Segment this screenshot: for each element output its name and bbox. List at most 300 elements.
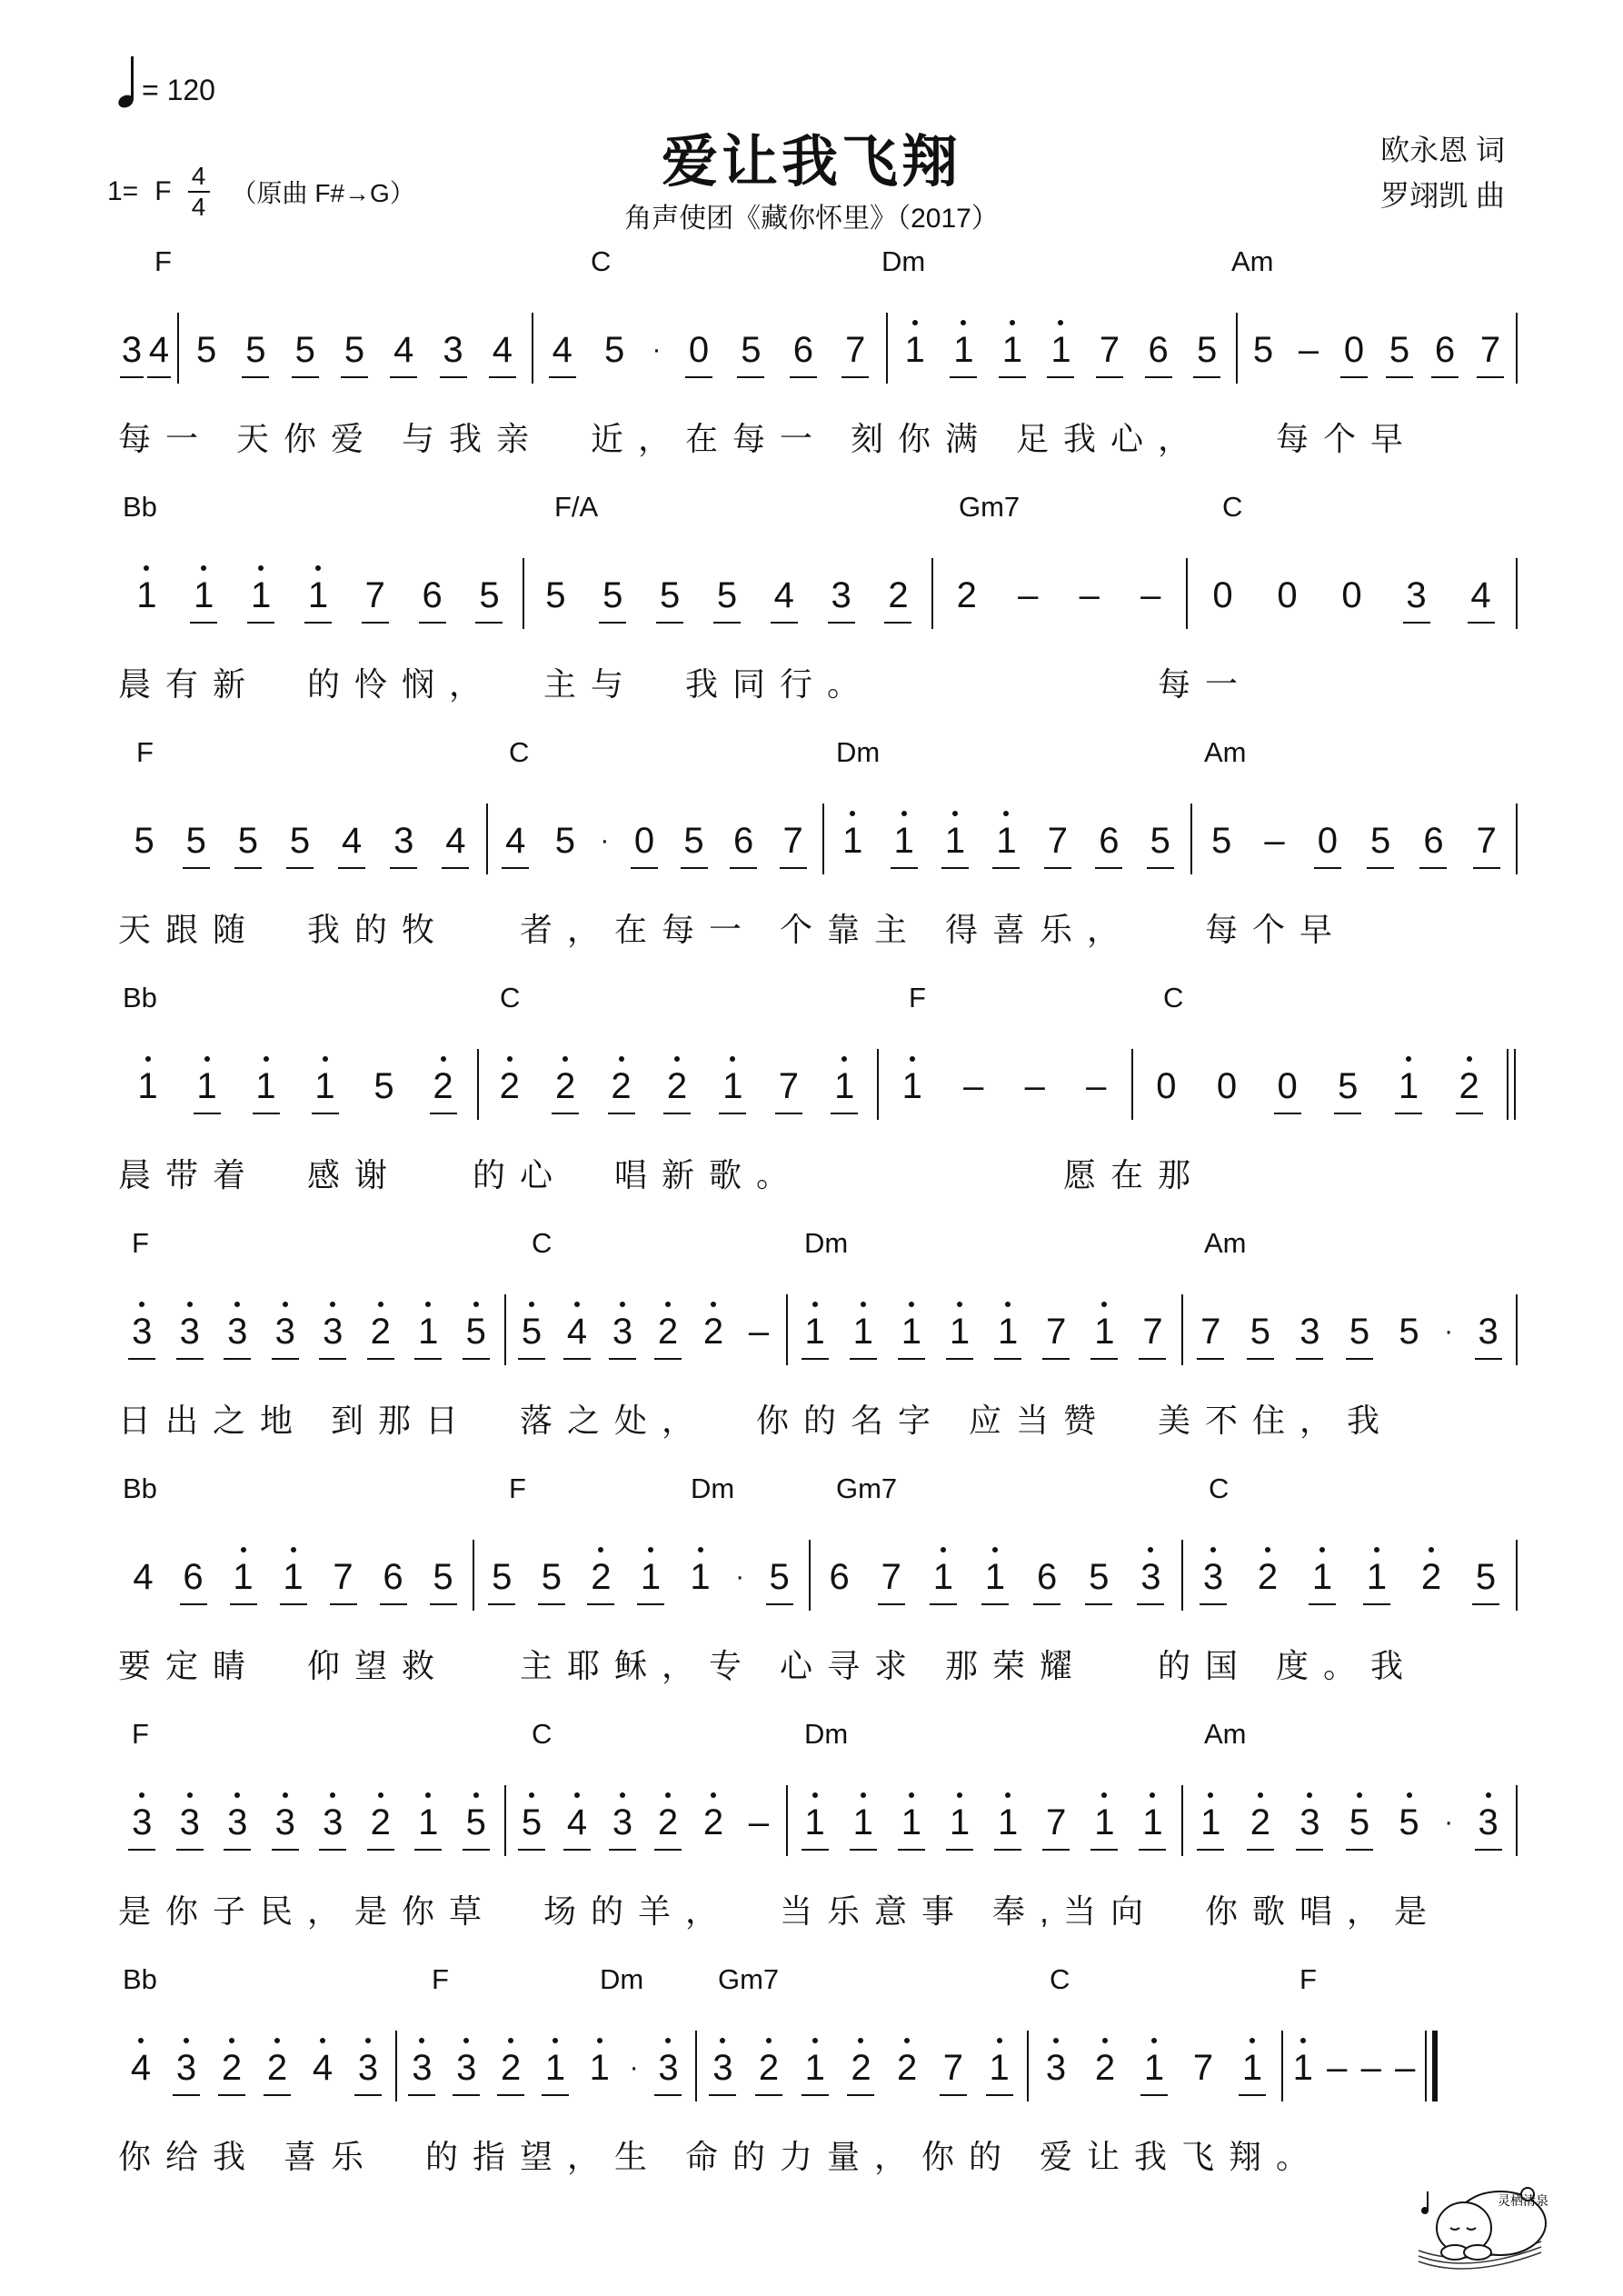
chord-symbol: C bbox=[532, 1718, 553, 1750]
note: 1 bbox=[900, 300, 931, 400]
note: 3 bbox=[270, 1282, 301, 1382]
notes-row bbox=[118, 1527, 1518, 1627]
note: 1 bbox=[997, 300, 1028, 400]
extension-dash: – bbox=[1024, 1066, 1045, 1106]
note: 2 bbox=[1252, 1527, 1283, 1627]
note: 7 bbox=[1192, 2048, 1214, 2088]
note: 7 bbox=[778, 791, 809, 891]
barline bbox=[1516, 1540, 1518, 1611]
measure bbox=[936, 545, 1181, 645]
barline bbox=[523, 558, 524, 629]
note: 5 bbox=[545, 575, 566, 615]
note: 5 bbox=[1252, 330, 1274, 370]
note: 3 bbox=[1401, 545, 1432, 645]
barline bbox=[1281, 2031, 1283, 2101]
score-system bbox=[118, 245, 1518, 473]
measure bbox=[400, 2018, 691, 2118]
barline bbox=[473, 1540, 474, 1611]
measure bbox=[118, 300, 173, 400]
note: 3 bbox=[1473, 1282, 1504, 1382]
note: 1 bbox=[848, 1282, 879, 1382]
note: 5 bbox=[604, 330, 625, 370]
note: 3 bbox=[1473, 1772, 1504, 1872]
chord-symbol: Dm bbox=[600, 1963, 644, 1995]
note: 5 bbox=[461, 1772, 492, 1872]
chord-symbol: Gm7 bbox=[836, 1472, 898, 1504]
lyrics-line: 晨带着 感谢 的心 唱新歌。 愿在那 bbox=[118, 1156, 1206, 1193]
score-system bbox=[118, 1963, 1518, 2191]
note: 0 bbox=[1339, 300, 1369, 400]
augmentation-dot: · bbox=[652, 334, 662, 364]
note: 5 bbox=[1344, 1772, 1375, 1872]
credits bbox=[1380, 127, 1505, 218]
note: 1 bbox=[413, 1282, 443, 1382]
note: 1 bbox=[944, 1772, 975, 1872]
barline bbox=[931, 558, 933, 629]
note: 3 bbox=[126, 1282, 157, 1382]
note: 5 bbox=[1384, 300, 1415, 400]
score-system bbox=[118, 736, 1518, 963]
note: 3 bbox=[406, 2018, 437, 2118]
chord-symbol: Bb bbox=[123, 1472, 157, 1504]
extension-dash: – bbox=[748, 1802, 770, 1842]
note: 3 bbox=[171, 2018, 202, 2118]
note: 2 bbox=[550, 1036, 581, 1136]
note: 0 bbox=[1312, 791, 1343, 891]
note: 3 bbox=[451, 2018, 482, 2118]
lyrics-line: 每一 天你爱 与我亲 近，在每一 刻你满 足我心， 每个早 bbox=[118, 420, 1419, 457]
note: 1 bbox=[635, 1527, 666, 1627]
extension-dash: – bbox=[1360, 2048, 1381, 2088]
note: 5 bbox=[1365, 791, 1396, 891]
tempo-marking bbox=[116, 56, 215, 107]
note: 1 bbox=[991, 791, 1021, 891]
note: 5 bbox=[181, 791, 212, 891]
extension-dash: – bbox=[1298, 330, 1319, 370]
note: 3 bbox=[707, 2018, 738, 2118]
barline bbox=[504, 1294, 506, 1365]
note: 0 bbox=[1272, 1036, 1303, 1136]
note: 4 bbox=[1466, 545, 1497, 645]
note: 6 bbox=[788, 300, 819, 400]
time-sig-top: 4 bbox=[191, 162, 206, 190]
note: 6 bbox=[829, 1557, 850, 1597]
chord-symbol: Am bbox=[1204, 736, 1247, 768]
note: 1 bbox=[944, 1282, 975, 1382]
note: 5 bbox=[473, 545, 504, 645]
note: 4 bbox=[388, 300, 419, 400]
note: 4 bbox=[487, 300, 518, 400]
note: 5 bbox=[240, 300, 271, 400]
measure bbox=[509, 1282, 782, 1382]
original-key-note: （原曲 F#→G） bbox=[231, 179, 415, 207]
note: 3 bbox=[118, 300, 145, 400]
note: 1 bbox=[1307, 1527, 1338, 1627]
note: 4 bbox=[336, 791, 367, 891]
measure bbox=[1195, 791, 1513, 891]
note: 5 bbox=[290, 300, 321, 400]
sheep-music-logo-icon bbox=[1414, 2178, 1550, 2278]
barline bbox=[1516, 1294, 1518, 1365]
note: 6 bbox=[417, 545, 448, 645]
note: 1 bbox=[228, 1527, 259, 1627]
note: 4 bbox=[440, 791, 471, 891]
note: 5 bbox=[461, 1282, 492, 1382]
measure bbox=[881, 1036, 1127, 1136]
note: 5 bbox=[486, 1527, 517, 1627]
note: 2 bbox=[698, 1772, 729, 1872]
chord-row bbox=[118, 982, 1518, 1018]
note: 5 bbox=[134, 821, 154, 861]
barline bbox=[1236, 313, 1238, 384]
barline bbox=[395, 2031, 397, 2101]
note: 1 bbox=[1361, 1527, 1392, 1627]
note: 5 bbox=[196, 330, 217, 370]
note: 1 bbox=[1137, 1772, 1168, 1872]
svg-text:灵栖清泉: 灵栖清泉 bbox=[1498, 2194, 1548, 2209]
note: 3 bbox=[317, 1282, 348, 1382]
barline bbox=[1181, 1785, 1183, 1856]
note: 1 bbox=[540, 2018, 571, 2118]
measure bbox=[118, 1772, 500, 1872]
note: 0 bbox=[1156, 1066, 1177, 1106]
note: 5 bbox=[679, 791, 710, 891]
chord-row bbox=[118, 491, 1518, 527]
note: 4 bbox=[562, 1282, 592, 1382]
measure bbox=[1186, 1282, 1513, 1382]
measure bbox=[1136, 1036, 1499, 1136]
note: 5 bbox=[1145, 791, 1176, 891]
note: 5 bbox=[516, 1282, 547, 1382]
barline bbox=[786, 1294, 788, 1365]
note: 2 bbox=[495, 2018, 526, 2118]
note: 5 bbox=[428, 1527, 459, 1627]
chord-row bbox=[118, 245, 1518, 282]
chord-symbol: Dm bbox=[881, 245, 926, 277]
note: 1 bbox=[896, 1282, 927, 1382]
note: 5 bbox=[373, 1066, 394, 1106]
note: 4 bbox=[547, 300, 578, 400]
barline bbox=[1181, 1540, 1183, 1611]
note: 1 bbox=[245, 545, 276, 645]
note: 1 bbox=[940, 791, 971, 891]
note: 7 bbox=[840, 300, 871, 400]
note: 5 bbox=[1211, 821, 1232, 861]
note: 6 bbox=[1418, 791, 1449, 891]
barline bbox=[1027, 2031, 1029, 2101]
note: 1 bbox=[1288, 2018, 1319, 2118]
note: 7 bbox=[1041, 1282, 1071, 1382]
note: 6 bbox=[178, 1527, 209, 1627]
note: 1 bbox=[1237, 2018, 1268, 2118]
note: 1 bbox=[1393, 1036, 1424, 1136]
lyrics-line: 天跟随 我的牧 者，在每一 个靠主 得喜乐， 每个早 bbox=[118, 911, 1348, 948]
lyricist: 欧永恩 词 bbox=[1380, 134, 1505, 166]
note: 1 bbox=[800, 1282, 831, 1382]
barline bbox=[886, 313, 888, 384]
measure bbox=[182, 300, 527, 400]
key-label: 1= bbox=[107, 176, 139, 206]
note: 2 bbox=[956, 575, 977, 615]
note: 0 bbox=[1277, 575, 1298, 615]
note: 2 bbox=[891, 2018, 922, 2118]
note: 2 bbox=[652, 1772, 683, 1872]
note: 6 bbox=[1093, 791, 1124, 891]
note: 0 bbox=[1341, 575, 1362, 615]
notes-row bbox=[118, 791, 1518, 891]
note: 0 bbox=[683, 300, 714, 400]
note: 6 bbox=[378, 1527, 409, 1627]
chord-symbol: Gm7 bbox=[959, 491, 1021, 523]
note: 5 bbox=[597, 545, 628, 645]
note: 0 bbox=[629, 791, 660, 891]
chord-symbol: Bb bbox=[123, 491, 157, 523]
measure bbox=[509, 1772, 782, 1872]
note: 7 bbox=[938, 2018, 969, 2118]
note: 2 bbox=[1416, 1527, 1447, 1627]
note: 4 bbox=[769, 545, 800, 645]
barline bbox=[695, 2031, 697, 2101]
measure bbox=[118, 545, 518, 645]
chord-symbol: F bbox=[1299, 1963, 1317, 1995]
measure bbox=[1186, 1772, 1513, 1872]
chord-symbol: Dm bbox=[691, 1472, 735, 1504]
measure bbox=[482, 1036, 872, 1136]
note: 5 bbox=[339, 300, 370, 400]
score-system bbox=[118, 982, 1518, 1209]
lyrics-line: 要定睛 仰望救 主耶稣，专 心寻求 那荣耀 的国 度。我 bbox=[118, 1647, 1419, 1684]
barline bbox=[1516, 1785, 1518, 1856]
note: 3 bbox=[826, 545, 857, 645]
extension-dash: – bbox=[1327, 2048, 1348, 2088]
measure bbox=[118, 1527, 468, 1627]
note: 3 bbox=[222, 1772, 253, 1872]
barline bbox=[177, 313, 179, 384]
notes-row bbox=[118, 300, 1518, 400]
note: 1 bbox=[131, 545, 162, 645]
note: 1 bbox=[980, 1527, 1011, 1627]
note: 5 bbox=[1083, 1527, 1114, 1627]
note: 2 bbox=[652, 1282, 683, 1382]
note: 1 bbox=[685, 1527, 716, 1627]
measure bbox=[791, 1282, 1177, 1382]
note: 5 bbox=[1245, 1282, 1276, 1382]
note: 2 bbox=[606, 1036, 637, 1136]
note: 2 bbox=[365, 1772, 396, 1872]
score-system bbox=[118, 1227, 1518, 1454]
augmentation-dot: · bbox=[1444, 1316, 1454, 1346]
note: 2 bbox=[494, 1036, 525, 1136]
quarter-note-icon bbox=[116, 56, 134, 107]
note: 5 bbox=[1332, 1036, 1363, 1136]
barline bbox=[1516, 313, 1518, 384]
note: 4 bbox=[562, 1772, 592, 1872]
note: 3 bbox=[126, 1772, 157, 1872]
note: 2 bbox=[845, 2018, 876, 2118]
note: 1 bbox=[848, 1772, 879, 1872]
note: 1 bbox=[984, 2018, 1015, 2118]
measure bbox=[700, 2018, 1022, 2118]
note: 5 bbox=[1399, 1312, 1419, 1352]
extension-dash: – bbox=[1264, 821, 1285, 861]
chord-symbol: C bbox=[1209, 1472, 1230, 1504]
note: 1 bbox=[278, 1527, 309, 1627]
measure bbox=[1286, 2018, 1422, 2118]
chord-row bbox=[118, 1227, 1518, 1263]
note: 1 bbox=[897, 1036, 928, 1136]
note: 5 bbox=[764, 1527, 795, 1627]
chord-symbol: Bb bbox=[123, 982, 157, 1013]
barline bbox=[809, 1540, 811, 1611]
barline bbox=[504, 1785, 506, 1856]
note: 7 bbox=[876, 1527, 907, 1627]
note: 1 bbox=[1089, 1282, 1120, 1382]
barline bbox=[1190, 804, 1192, 874]
note: 7 bbox=[360, 545, 391, 645]
notes-row bbox=[118, 545, 1518, 645]
barline bbox=[1516, 558, 1518, 629]
measure bbox=[477, 1527, 804, 1627]
barline bbox=[486, 804, 488, 874]
chord-symbol: C bbox=[591, 245, 612, 277]
chord-symbol: C bbox=[500, 982, 521, 1013]
note: 1 bbox=[1139, 2018, 1170, 2118]
note: 1 bbox=[992, 1772, 1023, 1872]
note: 1 bbox=[251, 1036, 282, 1136]
chord-symbol: F bbox=[432, 1963, 449, 1995]
measure bbox=[491, 791, 818, 891]
lyrics-line: 晨有新 的怜悯， 主与 我同行。 每一 bbox=[118, 665, 1253, 703]
note: 1 bbox=[948, 300, 979, 400]
measure bbox=[891, 300, 1231, 400]
chord-symbol: Dm bbox=[804, 1718, 849, 1750]
note: 5 bbox=[516, 1772, 547, 1872]
note: 5 bbox=[654, 545, 685, 645]
measure bbox=[118, 791, 482, 891]
notes-row bbox=[118, 1036, 1518, 1136]
chord-symbol: F bbox=[136, 736, 154, 768]
note: 1 bbox=[837, 791, 868, 891]
lyrics-line: 你给我 喜乐 的指望，生 命的力量，你的 爱让我飞翔。 bbox=[118, 2138, 1324, 2175]
note: 3 bbox=[652, 2018, 683, 2118]
augmentation-dot: · bbox=[735, 1562, 745, 1592]
extension-dash: – bbox=[748, 1312, 770, 1352]
barline bbox=[786, 1785, 788, 1856]
note: 2 bbox=[698, 1282, 729, 1382]
note: 5 bbox=[735, 300, 766, 400]
barline bbox=[1516, 804, 1518, 874]
note: 4 bbox=[145, 300, 173, 400]
chord-symbol: Am bbox=[1204, 1718, 1247, 1750]
note: 3 bbox=[388, 791, 419, 891]
chord-row bbox=[118, 1963, 1518, 2000]
measure bbox=[118, 2018, 391, 2118]
measure bbox=[1031, 2018, 1277, 2118]
note: 7 bbox=[1195, 1282, 1226, 1382]
note: 1 bbox=[133, 1036, 164, 1136]
chord-row bbox=[118, 1472, 1518, 1509]
note: 0 bbox=[1216, 1066, 1238, 1106]
chord-symbol: Dm bbox=[836, 736, 881, 768]
note: 3 bbox=[438, 300, 469, 400]
note: 5 bbox=[1470, 1527, 1501, 1627]
measure bbox=[827, 791, 1186, 891]
note: 3 bbox=[1294, 1282, 1325, 1382]
key-note: F bbox=[154, 176, 172, 206]
note: 3 bbox=[174, 1772, 205, 1872]
measure bbox=[1186, 1527, 1513, 1627]
note: 0 bbox=[1212, 575, 1233, 615]
note: 1 bbox=[188, 545, 219, 645]
notes-row bbox=[118, 1282, 1518, 1382]
chord-symbol: F bbox=[154, 245, 172, 277]
note: 6 bbox=[1429, 300, 1460, 400]
note: 1 bbox=[413, 1772, 443, 1872]
chord-symbol: F bbox=[132, 1718, 149, 1750]
note: 1 bbox=[1045, 300, 1076, 400]
note: 3 bbox=[270, 1772, 301, 1872]
score-system bbox=[118, 491, 1518, 718]
notes-row bbox=[118, 1772, 1518, 1872]
note: 3 bbox=[1294, 1772, 1325, 1872]
lyrics-line: 日出之地 到那日 落之处， 你的名字 应当赞 美不住，我 bbox=[118, 1402, 1395, 1439]
note: 1 bbox=[928, 1527, 959, 1627]
measure bbox=[118, 1282, 500, 1382]
note: 1 bbox=[1089, 1772, 1120, 1872]
note: 5 bbox=[1344, 1282, 1375, 1382]
chord-symbol: Bb bbox=[123, 1963, 157, 1995]
chord-row bbox=[118, 736, 1518, 773]
note: 2 bbox=[428, 1036, 459, 1136]
note: 7 bbox=[1042, 791, 1073, 891]
chord-symbol: C bbox=[1222, 491, 1243, 523]
note: 1 bbox=[310, 1036, 341, 1136]
measure bbox=[813, 1527, 1177, 1627]
note: 2 bbox=[585, 1527, 616, 1627]
measure bbox=[118, 1036, 473, 1136]
note: 2 bbox=[365, 1282, 396, 1382]
note: 2 bbox=[662, 1036, 692, 1136]
note: 1 bbox=[992, 1282, 1023, 1382]
note: 4 bbox=[133, 1557, 154, 1597]
note: 7 bbox=[773, 1036, 804, 1136]
note: 7 bbox=[1094, 300, 1125, 400]
note: 5 bbox=[712, 545, 742, 645]
extension-dash: – bbox=[1086, 1066, 1107, 1106]
note: 3 bbox=[607, 1282, 638, 1382]
measure bbox=[536, 300, 881, 400]
chord-symbol: C bbox=[1163, 982, 1184, 1013]
measure bbox=[527, 545, 927, 645]
note: 3 bbox=[353, 2018, 383, 2118]
score-system bbox=[118, 1472, 1518, 1700]
score-system bbox=[118, 1718, 1518, 1945]
note: 3 bbox=[1198, 1527, 1229, 1627]
chord-row bbox=[118, 1718, 1518, 1754]
measure bbox=[791, 1772, 1177, 1872]
note: 3 bbox=[222, 1282, 253, 1382]
chord-symbol: C bbox=[509, 736, 530, 768]
note: 1 bbox=[889, 791, 920, 891]
note: 5 bbox=[1191, 300, 1222, 400]
song-title: 爱让我飞翔 bbox=[661, 131, 961, 194]
barline bbox=[1186, 558, 1188, 629]
lyrics-line: 是你子民，是你草 场的羊， 当乐意事 奉,当向 你歌唱，是 bbox=[118, 1892, 1442, 1930]
note: 2 bbox=[216, 2018, 247, 2118]
note: 5 bbox=[233, 791, 264, 891]
note: 2 bbox=[1454, 1036, 1485, 1136]
note: 5 bbox=[536, 1527, 567, 1627]
